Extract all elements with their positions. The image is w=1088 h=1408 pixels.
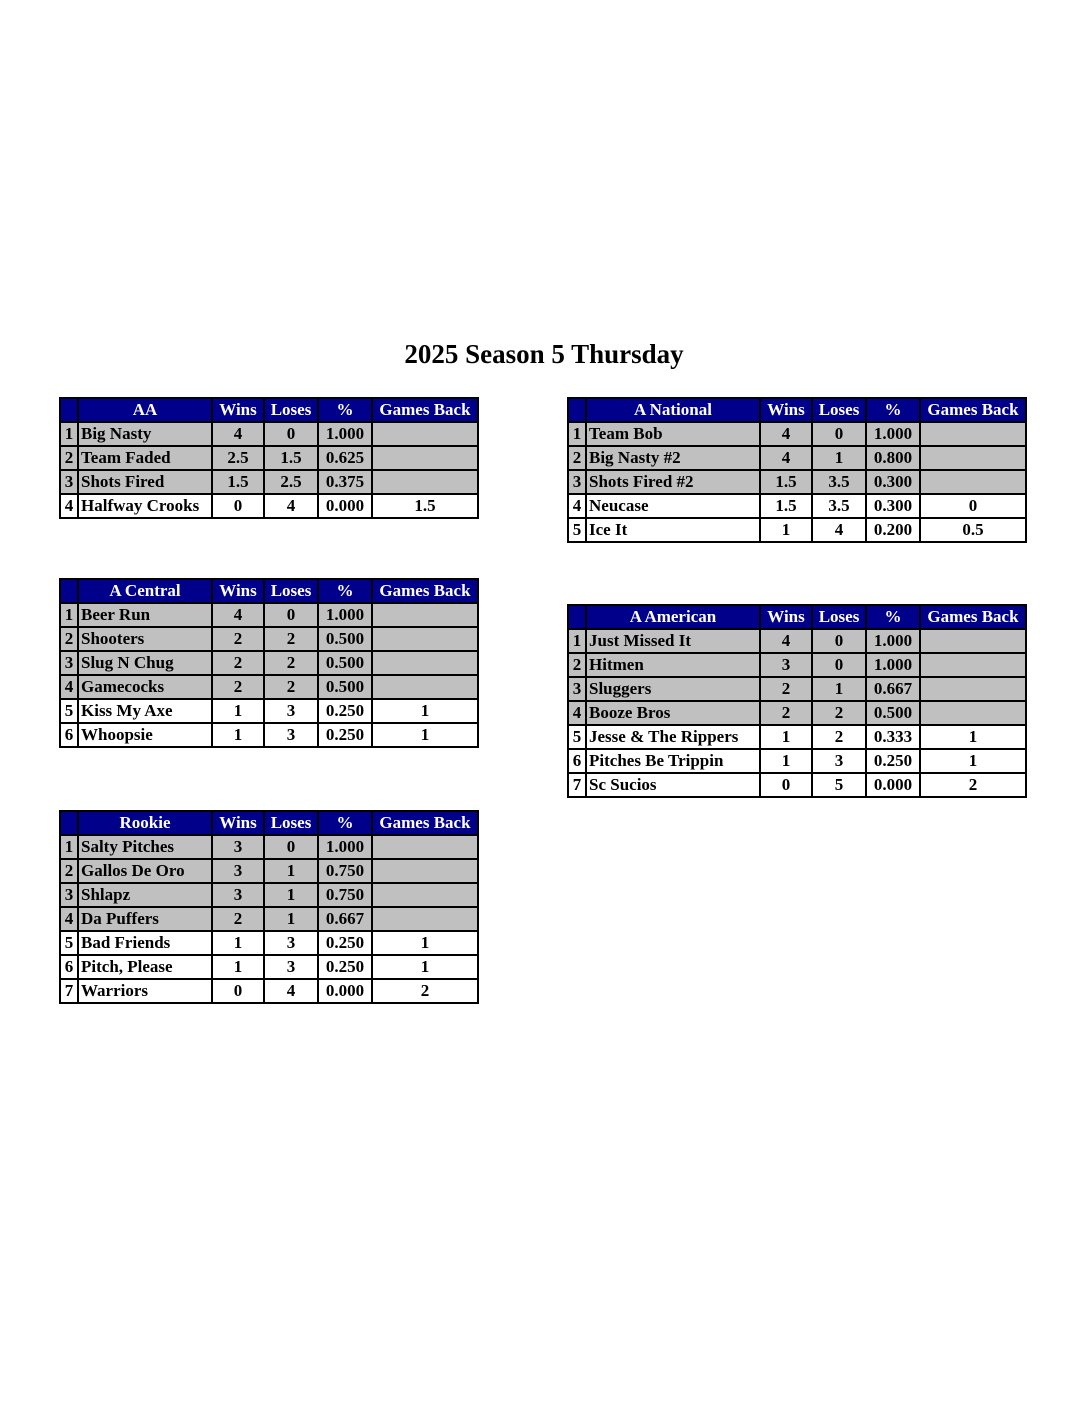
page-title: 2025 Season 5 Thursday (404, 339, 684, 369)
team-name: Pitches Be Trippin (586, 749, 760, 773)
division-name: AA (78, 398, 212, 422)
team-row (568, 653, 1026, 677)
rank-cell: 2 (60, 627, 78, 651)
pct-cell: 1.000 (318, 603, 372, 627)
column-loses: Loses (812, 398, 866, 422)
games-back-cell: 1 (372, 699, 478, 723)
loses-cell: 3 (264, 955, 318, 979)
header-row (568, 398, 1026, 422)
rank-cell: 2 (568, 446, 586, 470)
team-row (60, 675, 478, 699)
loses-cell: 4 (264, 494, 318, 518)
column-games-back: Games Back (920, 398, 1026, 422)
wins-cell: 4 (760, 629, 812, 653)
games-back-cell (372, 603, 478, 627)
games-back-cell (372, 675, 478, 699)
wins-cell: 1.5 (760, 494, 812, 518)
games-back-cell (372, 883, 478, 907)
pct-cell: 0.333 (866, 725, 920, 749)
pct-cell: 1.000 (318, 835, 372, 859)
pct-cell: 0.750 (318, 859, 372, 883)
rank-cell: 3 (60, 470, 78, 494)
team-name: Salty Pitches (78, 835, 212, 859)
loses-cell: 0 (264, 422, 318, 446)
pct-cell: 0.500 (318, 651, 372, 675)
rank-cell: 4 (568, 494, 586, 518)
wins-cell: 4 (760, 422, 812, 446)
pct-cell: 0.000 (866, 773, 920, 797)
team-name: Slug N Chug (78, 651, 212, 675)
column-games-back: Games Back (372, 398, 478, 422)
team-name: Warriors (78, 979, 212, 1003)
team-row (568, 749, 1026, 773)
pct-cell: 0.250 (318, 723, 372, 747)
team-name: Whoopsie (78, 723, 212, 747)
team-row (60, 931, 478, 955)
rank-cell: 1 (568, 629, 586, 653)
loses-cell: 4 (812, 518, 866, 542)
loses-cell: 2 (264, 651, 318, 675)
column-wins: Wins (760, 605, 812, 629)
loses-cell: 0 (812, 422, 866, 446)
team-row (568, 677, 1026, 701)
games-back-cell: 0 (920, 494, 1026, 518)
pct-cell: 0.375 (318, 470, 372, 494)
team-row (60, 955, 478, 979)
pct-cell: 0.250 (318, 931, 372, 955)
pct-cell: 0.200 (866, 518, 920, 542)
team-row (568, 422, 1026, 446)
team-name: Shlapz (78, 883, 212, 907)
column-loses: Loses (812, 605, 866, 629)
column-loses: Loses (264, 811, 318, 835)
header-rank-cell (568, 605, 586, 629)
header-rank-cell (60, 811, 78, 835)
rank-cell: 2 (568, 653, 586, 677)
games-back-cell (920, 701, 1026, 725)
loses-cell: 2 (812, 701, 866, 725)
wins-cell: 1 (212, 931, 264, 955)
loses-cell: 3 (264, 699, 318, 723)
team-row (60, 470, 478, 494)
header-rank-cell (60, 398, 78, 422)
rank-cell: 3 (60, 883, 78, 907)
division-table-rookie (59, 810, 479, 1004)
team-row (568, 446, 1026, 470)
rank-cell: 4 (60, 675, 78, 699)
loses-cell: 3.5 (812, 494, 866, 518)
wins-cell: 2.5 (212, 446, 264, 470)
pct-cell: 0.000 (318, 979, 372, 1003)
column-wins: Wins (212, 398, 264, 422)
team-name: Big Nasty #2 (586, 446, 760, 470)
rank-cell: 1 (60, 603, 78, 627)
team-row (60, 699, 478, 723)
team-name: Just Missed It (586, 629, 760, 653)
wins-cell: 1.5 (760, 470, 812, 494)
division-name: A National (586, 398, 760, 422)
loses-cell: 2 (264, 627, 318, 651)
team-row (568, 470, 1026, 494)
games-back-cell (372, 907, 478, 931)
pct-cell: 0.667 (866, 677, 920, 701)
team-row (60, 907, 478, 931)
team-row (60, 446, 478, 470)
column-games-back: Games Back (372, 811, 478, 835)
wins-cell: 3 (212, 835, 264, 859)
team-row (568, 494, 1026, 518)
wins-cell: 0 (212, 979, 264, 1003)
division-table-a-central (59, 578, 479, 748)
division-table-a-american (567, 604, 1027, 798)
rank-cell: 1 (60, 835, 78, 859)
rank-cell: 4 (60, 907, 78, 931)
wins-cell: 0 (212, 494, 264, 518)
rank-cell: 5 (568, 725, 586, 749)
loses-cell: 2.5 (264, 470, 318, 494)
header-row (60, 398, 478, 422)
wins-cell: 1 (212, 699, 264, 723)
loses-cell: 1 (264, 883, 318, 907)
team-name: Neucase (586, 494, 760, 518)
rank-cell: 3 (568, 677, 586, 701)
pct-cell: 1.000 (866, 629, 920, 653)
pct-cell: 0.250 (318, 699, 372, 723)
wins-cell: 2 (212, 651, 264, 675)
team-name: Kiss My Axe (78, 699, 212, 723)
loses-cell: 0 (264, 603, 318, 627)
column-wins: Wins (760, 398, 812, 422)
column-loses: Loses (264, 579, 318, 603)
pct-cell: 0.500 (866, 701, 920, 725)
team-row (60, 883, 478, 907)
rank-cell: 3 (60, 651, 78, 675)
pct-cell: 0.750 (318, 883, 372, 907)
games-back-cell (920, 422, 1026, 446)
team-name: Da Puffers (78, 907, 212, 931)
rank-cell: 2 (60, 859, 78, 883)
games-back-cell (372, 470, 478, 494)
team-name: Bad Friends (78, 931, 212, 955)
team-name: Ice It (586, 518, 760, 542)
games-back-cell (372, 422, 478, 446)
loses-cell: 1.5 (264, 446, 318, 470)
loses-cell: 3.5 (812, 470, 866, 494)
rank-cell: 1 (568, 422, 586, 446)
loses-cell: 0 (812, 653, 866, 677)
wins-cell: 2 (212, 627, 264, 651)
games-back-cell: 1.5 (372, 494, 478, 518)
team-name: Beer Run (78, 603, 212, 627)
column-wins: Wins (212, 811, 264, 835)
column-games-back: Games Back (372, 579, 478, 603)
games-back-cell: 1 (920, 725, 1026, 749)
pct-cell: 1.000 (318, 422, 372, 446)
division-name: A Central (78, 579, 212, 603)
rank-cell: 7 (60, 979, 78, 1003)
games-back-cell (372, 446, 478, 470)
rank-cell: 5 (568, 518, 586, 542)
team-name: Sc Sucios (586, 773, 760, 797)
division-name: A American (586, 605, 760, 629)
rank-cell: 6 (60, 723, 78, 747)
rank-cell: 2 (60, 446, 78, 470)
team-row (60, 627, 478, 651)
games-back-cell: 1 (372, 723, 478, 747)
team-name: Pitch, Please (78, 955, 212, 979)
wins-cell: 1 (212, 723, 264, 747)
header-row (60, 811, 478, 835)
wins-cell: 3 (212, 859, 264, 883)
games-back-cell: 2 (372, 979, 478, 1003)
column-loses: Loses (264, 398, 318, 422)
column-games-back: Games Back (920, 605, 1026, 629)
pct-cell: 0.667 (318, 907, 372, 931)
loses-cell: 0 (812, 629, 866, 653)
wins-cell: 3 (212, 883, 264, 907)
games-back-cell (372, 859, 478, 883)
pct-cell: 0.250 (318, 955, 372, 979)
wins-cell: 1 (760, 749, 812, 773)
team-row (568, 518, 1026, 542)
wins-cell: 4 (212, 422, 264, 446)
rank-cell: 6 (568, 749, 586, 773)
games-back-cell (372, 651, 478, 675)
pct-cell: 0.300 (866, 470, 920, 494)
column-wins: Wins (212, 579, 264, 603)
wins-cell: 1 (212, 955, 264, 979)
wins-cell: 2 (212, 675, 264, 699)
header-rank-cell (60, 579, 78, 603)
loses-cell: 1 (264, 907, 318, 931)
pct-cell: 1.000 (866, 422, 920, 446)
team-row (60, 859, 478, 883)
rank-cell: 3 (568, 470, 586, 494)
header-row (60, 579, 478, 603)
loses-cell: 0 (264, 835, 318, 859)
team-name: Shooters (78, 627, 212, 651)
team-name: Team Bob (586, 422, 760, 446)
wins-cell: 1 (760, 518, 812, 542)
loses-cell: 1 (812, 677, 866, 701)
loses-cell: 2 (812, 725, 866, 749)
pct-cell: 0.500 (318, 675, 372, 699)
team-name: Shots Fired #2 (586, 470, 760, 494)
wins-cell: 1.5 (212, 470, 264, 494)
team-row (60, 651, 478, 675)
loses-cell: 3 (264, 723, 318, 747)
loses-cell: 1 (264, 859, 318, 883)
team-name: Shots Fired (78, 470, 212, 494)
pct-cell: 0.800 (866, 446, 920, 470)
games-back-cell (920, 653, 1026, 677)
division-name: Rookie (78, 811, 212, 835)
rank-cell: 1 (60, 422, 78, 446)
pct-cell: 1.000 (866, 653, 920, 677)
loses-cell: 1 (812, 446, 866, 470)
games-back-cell: 2 (920, 773, 1026, 797)
pct-cell: 0.625 (318, 446, 372, 470)
team-name: Sluggers (586, 677, 760, 701)
pct-cell: 0.000 (318, 494, 372, 518)
division-table-a-national (567, 397, 1027, 543)
loses-cell: 4 (264, 979, 318, 1003)
team-row (60, 835, 478, 859)
games-back-cell (920, 629, 1026, 653)
pct-cell: 0.500 (318, 627, 372, 651)
games-back-cell (920, 446, 1026, 470)
team-row (60, 979, 478, 1003)
team-name: Halfway Crooks (78, 494, 212, 518)
rank-cell: 4 (568, 701, 586, 725)
team-row (60, 422, 478, 446)
rank-cell: 6 (60, 955, 78, 979)
column-pct: % (866, 605, 920, 629)
games-back-cell: 1 (920, 749, 1026, 773)
column-pct: % (318, 579, 372, 603)
column-pct: % (318, 811, 372, 835)
games-back-cell: 0.5 (920, 518, 1026, 542)
loses-cell: 5 (812, 773, 866, 797)
rank-cell: 4 (60, 494, 78, 518)
wins-cell: 2 (760, 701, 812, 725)
team-name: Jesse & The Rippers (586, 725, 760, 749)
division-table-aa (59, 397, 479, 519)
games-back-cell: 1 (372, 931, 478, 955)
team-name: Big Nasty (78, 422, 212, 446)
team-row (568, 629, 1026, 653)
header-rank-cell (568, 398, 586, 422)
team-name: Booze Bros (586, 701, 760, 725)
team-row (60, 494, 478, 518)
team-name: Team Faded (78, 446, 212, 470)
wins-cell: 4 (760, 446, 812, 470)
games-back-cell (372, 835, 478, 859)
games-back-cell (372, 627, 478, 651)
rank-cell: 7 (568, 773, 586, 797)
team-name: Gallos De Oro (78, 859, 212, 883)
team-name: Hitmen (586, 653, 760, 677)
games-back-cell (920, 470, 1026, 494)
wins-cell: 2 (760, 677, 812, 701)
wins-cell: 3 (760, 653, 812, 677)
team-row (568, 773, 1026, 797)
loses-cell: 2 (264, 675, 318, 699)
team-row (60, 723, 478, 747)
team-row (568, 701, 1026, 725)
header-row (568, 605, 1026, 629)
team-row (60, 603, 478, 627)
wins-cell: 2 (212, 907, 264, 931)
rank-cell: 5 (60, 699, 78, 723)
games-back-cell (920, 677, 1026, 701)
pct-cell: 0.300 (866, 494, 920, 518)
column-pct: % (866, 398, 920, 422)
loses-cell: 3 (812, 749, 866, 773)
team-name: Gamecocks (78, 675, 212, 699)
pct-cell: 0.250 (866, 749, 920, 773)
wins-cell: 4 (212, 603, 264, 627)
rank-cell: 5 (60, 931, 78, 955)
wins-cell: 0 (760, 773, 812, 797)
team-row (568, 725, 1026, 749)
column-pct: % (318, 398, 372, 422)
loses-cell: 3 (264, 931, 318, 955)
games-back-cell: 1 (372, 955, 478, 979)
wins-cell: 1 (760, 725, 812, 749)
